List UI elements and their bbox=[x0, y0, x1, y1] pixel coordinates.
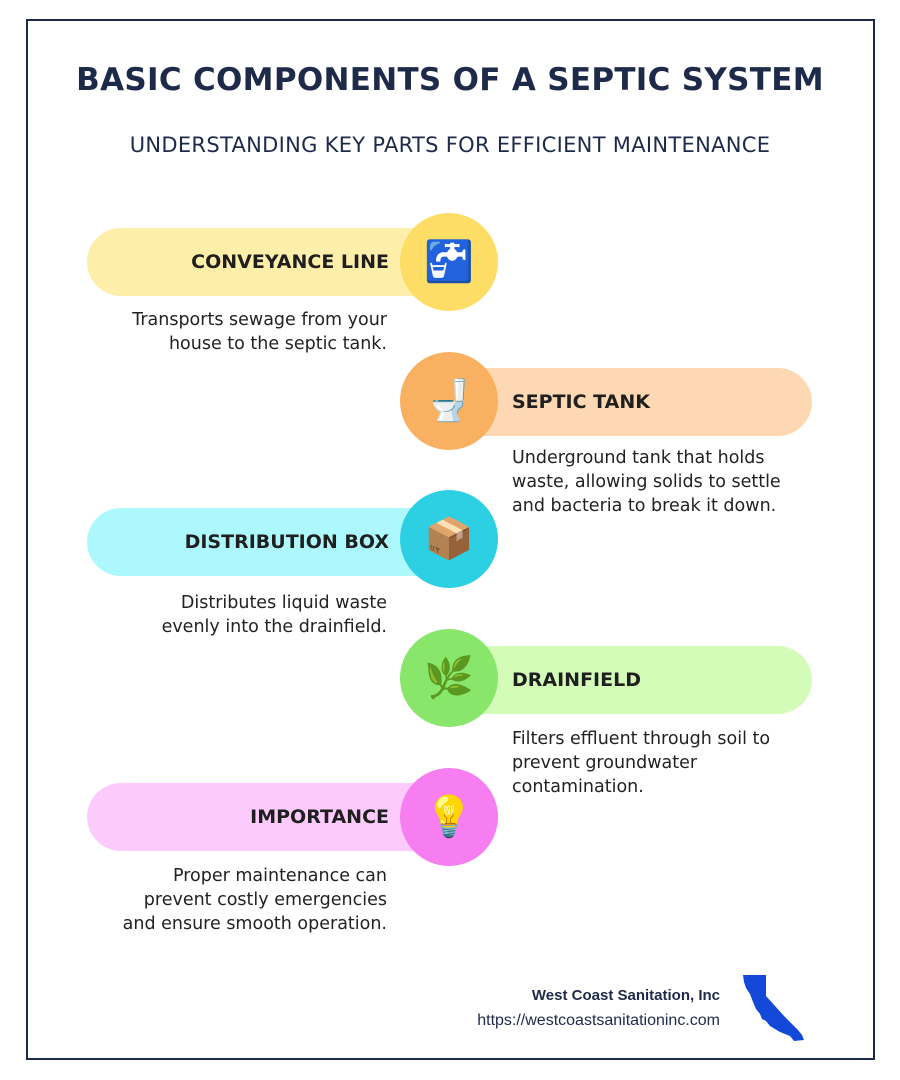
description-line: waste, allowing solids to settle bbox=[512, 472, 781, 492]
description-line: Underground tank that holds bbox=[512, 448, 765, 468]
description-line: contamination. bbox=[512, 777, 644, 797]
conveyance-line-label: CONVEYANCE LINE bbox=[191, 251, 389, 273]
faucet-icon bbox=[400, 213, 498, 311]
herb-leaf-icon bbox=[400, 629, 498, 727]
description-line: prevent groundwater bbox=[512, 753, 698, 773]
page-subtitle: UNDERSTANDING KEY PARTS FOR EFFICIENT MAINTENANCE bbox=[129, 133, 771, 157]
description-line: and ensure smooth operation. bbox=[122, 914, 387, 934]
distribution-box-label: DISTRIBUTION BOX bbox=[184, 531, 389, 553]
septic-tank-label: SEPTIC TANK bbox=[512, 391, 650, 413]
description-line: Filters effluent through soil to bbox=[512, 729, 771, 749]
description-line: house to the septic tank. bbox=[168, 334, 387, 354]
page-title: BASIC COMPONENTS OF A SEPTIC SYSTEM bbox=[76, 62, 824, 98]
description-line: Transports sewage from your bbox=[132, 310, 387, 330]
light-bulb-icon bbox=[400, 768, 498, 866]
package-box-icon bbox=[400, 490, 498, 588]
description-line: and bacteria to break it down. bbox=[512, 496, 777, 516]
california-map-icon bbox=[740, 974, 808, 1042]
conveyance-line-description bbox=[67, 308, 387, 356]
drainfield-description bbox=[512, 727, 802, 799]
drainfield-label: DRAINFIELD bbox=[512, 669, 641, 691]
company-url-link[interactable]: https://westcoastsanitationinc.com bbox=[477, 1012, 720, 1029]
herb-leaf-glyph: 🌿 bbox=[424, 655, 474, 701]
description-line: Distributes liquid waste bbox=[180, 593, 387, 613]
importance-description bbox=[67, 864, 387, 936]
description-line: prevent costly emergencies bbox=[143, 890, 387, 910]
toilet-icon bbox=[400, 352, 498, 450]
company-name: West Coast Sanitation, Inc bbox=[531, 987, 720, 1004]
description-line: Proper maintenance can bbox=[172, 866, 387, 886]
light-bulb-glyph: 💡 bbox=[424, 794, 474, 840]
faucet-glyph: 🚰 bbox=[424, 239, 474, 285]
toilet-glyph: 🚽 bbox=[424, 378, 474, 424]
package-box-glyph: 📦 bbox=[424, 516, 474, 562]
septic-tank-description bbox=[512, 446, 802, 518]
importance-label: IMPORTANCE bbox=[250, 806, 389, 828]
distribution-box-description bbox=[67, 591, 387, 639]
description-line: evenly into the drainfield. bbox=[161, 617, 387, 637]
